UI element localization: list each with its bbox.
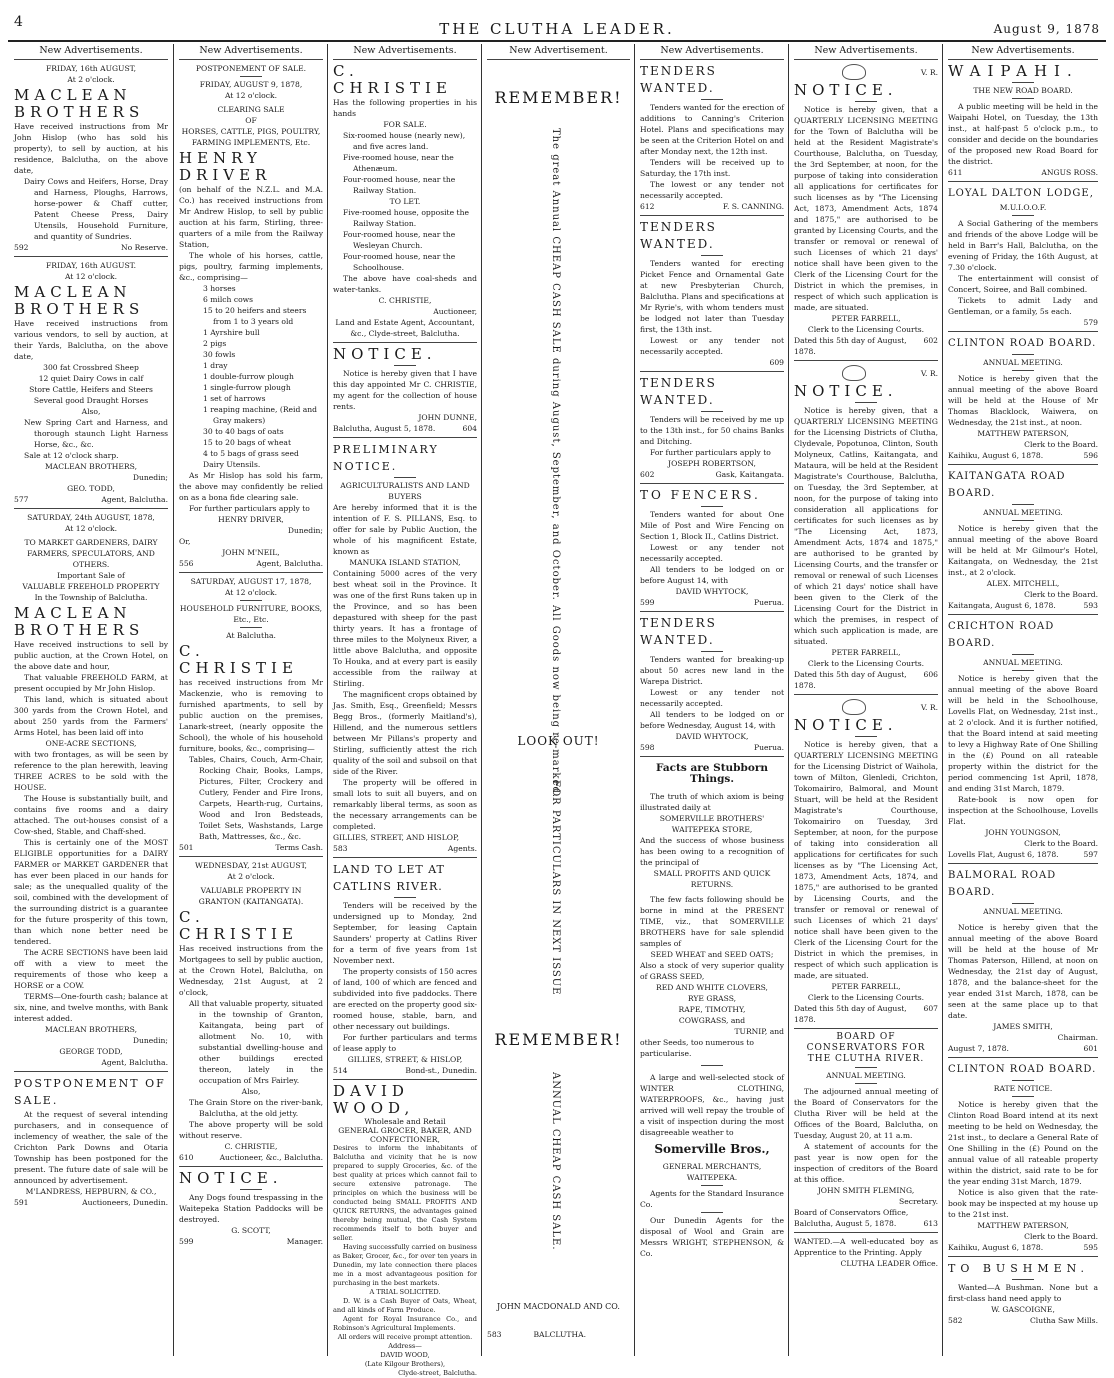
advert-number: 556 — [179, 559, 194, 568]
list-item: 1 double-furrow plough — [203, 372, 294, 381]
advert-number: 583 — [487, 1330, 502, 1339]
advert-postponement: POSTPONEMENT OF SALE. At the request of several intending purchasers, and in consequence of inclemency of weather, the sale of the Crichton Park Downs and Otaria Township has been postponed for the present. The future date of sale will be announced by advertisement. M'LANDRESS, HEPBURN, & CO., 591 Auctioneers, Dunedin. — [14, 1077, 168, 1207]
column-divider — [327, 44, 328, 1356]
advert-heading: MACLEAN BROTHERS — [14, 283, 145, 318]
advert-heading: DAVID WOOD, — [333, 1082, 415, 1117]
advert-heading: NOTICE. — [333, 345, 437, 363]
advert-christie-furniture: SATURDAY, AUGUST 17, 1878, At 12 o'clock. HOUSEHOLD FURNITURE, BOOKS, Etc., Etc. At Balclutha. C. CHRISTIE has received instructions from Mr Mackenzie, who is removing to furnished apartments, to sell by public auction on the premises, Lanark-street, (nearly opposite the School), the whole of his household furniture, books, &c., comprising— Tables, Chairs, Couch, Arm-Chair, Rocking Chair, Books, Lamps, Pictures, Filter, Crockery and Cutlery, Fender and Fire Irons, Carpets, Hearth-rug, Curtains, Wood and Iron Bedsteads, Toilet Sets, Washstands, Large Bath, Mattresses, &c., &c. 501 Terms Cash. — [179, 577, 323, 852]
vertical-text: FOR PARTICULARS IN NEXT ISSUE — [550, 780, 561, 996]
advert-heading: C. CHRISTIE — [179, 642, 298, 677]
list-item: 1 Ayrshire bull — [203, 328, 260, 337]
column-header: New Advertisement. — [487, 44, 630, 60]
advert-heading: MACLEAN BROTHERS — [14, 86, 145, 121]
advert-apprentice-wanted: WANTED.—A well-educated boy as Apprentice to the Printing. Apply CLUTHA LEADER Office. — [794, 1237, 938, 1268]
advert-canning-tenders: TENDERS WANTED. Tenders wanted for the erection of additions to Canning's Criterion Hotel. Plans and specifications may be seen at the Criterion Hotel on and after Monday next, the 12th inst. Tenders will be received up to Saturday, the 17th inst. The lowest or any tender not necessarily accepted. 612 F. S. CANNING. — [640, 64, 784, 211]
list-item: 4 to 5 bags of grass seed — [203, 449, 299, 458]
advert-number: 609 — [769, 358, 784, 367]
advert-heading: TENDERS WANTED. — [640, 220, 717, 251]
top-rule — [8, 40, 1106, 42]
advert-number: 613 — [923, 1219, 938, 1228]
column-3 — [333, 44, 477, 1377]
advert-heading: NOTICE. — [794, 716, 898, 734]
advert-number: 601 — [1083, 1044, 1098, 1053]
advert-number: 595 — [1083, 1243, 1098, 1252]
advert-number: 597 — [1083, 850, 1098, 859]
remember-heading: REMEMBER! — [494, 1030, 623, 1049]
advert-catlins-land: LAND TO LET AT CATLINS RIVER. Tenders will be received by the undersigned up to Monday, 2nd September, for leasing Captain Saunders' property at Catlins River for a term of five years from 1st November next. The property consists of 150 acres of land, 100 of which are fenced and subdivided into five paddocks. There are erected on the property good six-roomed house, stable, barn, and other necessary out buildings. For further particulars and terms of lease apply to GILLIES, STREET, & HISLOP, 514 Bond-st., Dunedin. — [333, 863, 477, 1075]
advert-kaitangata-board: KAITANGATA ROAD BOARD. ANNUAL MEETING. Notice is hereby given that the annual meeting of the above Board will be held at Mr Gilmour's Hotel, Kaitangata, on Wednesday, the 21st inst., at 2 o'clock. ALEX. MITCHELL, Clerk to the Board. Kaitangata, August 6, 1878. 593 — [948, 468, 1098, 611]
advert-bushmen: TO BUSHMEN. Wanted—A Bushman. None but a first-class hand need apply to W. GASCOIGNE, 582 Clutha Saw Mills. — [948, 1262, 1098, 1325]
advert-balmoral-board: BALMORAL ROAD BOARD. ANNUAL MEETING. Notice is hereby given that the annual meeting of the above Board will be held at the house of Mr Thomas Paterson, Hillend, at noon on Wednesday, the 21st day of August, 1878, and the balance-sheet for the year ended 31st March, 1878, can be seen at the same place up to that date. JAMES SMITH, Chairman. August 7, 1878. 601 — [948, 867, 1098, 1054]
advert-heading: POSTPONEMENT OF SALE. — [14, 1077, 166, 1107]
advert-heading: TENDERS WANTED. — [640, 64, 717, 95]
column-header: New Advertisements. — [333, 44, 477, 60]
advert-christie-properties: C. CHRISTIE Has the following properties in his hands FOR SALE. Six-roomed house (nearly new), and five acres land. Five-roomed house, near the Athenæum. Four-roomed house, near the Railway Station. TO LET. Five-roomed house, opposite the Railway Station. Four-roomed house, near the Wesleyan Church. Four-roomed house, near the Schoolhouse. The above have coal-sheds and water-tanks. C. CHRISTIE, Auctioneer, Land and Estate Agent, Accountant, &c., Clyde-street, Balclutha. — [333, 62, 477, 338]
list-item: 15 to 20 heifers and steers from 1 to 3 years old — [203, 306, 307, 326]
advert-heading: NOTICE. — [794, 382, 898, 400]
advert-heading: BALMORAL ROAD BOARD. — [948, 870, 1057, 898]
advert-clinton-rate: CLINTON ROAD BOARD. RATE NOTICE. Notice is hereby given that the Clinton Road Board intend at its next meeting to be held on Wednesday, the 21st inst., to declare a General Rate of One Shilling in the (£) Pound on the annual value of all rateable property within the district, said rate to be for the year ending 31st March, 1879. Notice is also given that the rate-book may be inspected at my house up to the 21st inst. MATTHEW PATERSON, Clerk to the Board. Kaihiku, August 6, 1878. 595 — [948, 1061, 1098, 1253]
advert-heading: POSTPONEMENT OF SALE. — [195, 64, 307, 73]
advert-heading: CRICHTON ROAD BOARD. — [948, 621, 1055, 649]
advert-heading: TENDERS WANTED. — [640, 616, 717, 647]
advert-number: 582 — [948, 1316, 963, 1325]
lookout-heading: LOOK OUT! — [517, 734, 600, 748]
advert-church-tenders: TENDERS WANTED. Tenders wanted for erecting Picket Fence and Ornamental Gate at new Presbyterian Church, Balclutha. Plans and specifications at Mr Ryrie's, with whom tenders must be lodged not later than Tuesday first, the 13th inst. Lowest or any tender not necessarily accepted. 609 — [640, 220, 784, 367]
column-header: New Advertisements. — [794, 44, 938, 60]
advert-heading: CLINTON ROAD BOARD. — [948, 1064, 1097, 1075]
advert-clinton-annual: CLINTON ROAD BOARD. ANNUAL MEETING. Notice is hereby given that the annual meeting of the above Board will be held at the House of Mr Thomas Blacklock, Waiwera, on Wednesday, the 21st inst., at noon. MATTHEW PATERSON, Clerk to the Board. Kaihiku, August 6, 1878. 596 — [948, 335, 1098, 461]
advert-number: 577 — [14, 495, 29, 504]
list-item: 30 to 40 bags of oats — [203, 427, 284, 436]
advert-heading: Facts are Stubborn Things. — [655, 762, 769, 785]
advert-number: 596 — [1083, 451, 1098, 460]
advert-waipahi: WAIPAHI. THE NEW ROAD BOARD. A public meeting will be held in the Waipahi Hotel, on Tuesday, the 13th inst., at half-past 5 o'clock p.m., to consider and decide on the boundaries of the proposed new Road Board for the district. 611 ANGUS ROSS. — [948, 62, 1098, 177]
advert-number: 599 — [640, 598, 655, 607]
advert-heading: LAND TO LET AT CATLINS RIVER. — [333, 863, 445, 893]
advert-robertson-tenders: TENDERS WANTED. Tenders will be received by me up to the 13th inst., for 50 chains Banks and Ditching. For further particulars apply to JOSEPH ROBERTSON, 602 Gask, Kaitangata. — [640, 376, 784, 479]
advert-maclean-freehold: SATURDAY, 24th AUGUST, 1878, At 12 o'clock. TO MARKET GARDENERS, DAIRY FARMERS, SPECULATORS, AND OTHERS. Important Sale of VALUABLE FREEHOLD PROPERTY In the Township of Balclutha. MACLEAN BROTHERS Have received instructions to sell by public auction, at the Crown Hotel, on the above date and hour, That valuable FREEHOLD FARM, at present occupied by Mr John Hislop. This land, which is situated about 300 yards from the Crown Hotel, and about 250 yards from the Farmers' Arms Hotel, has been laid off into ONE-ACRE SECTIONS, with two frontages, as will be seen by reference to the plan herewith, leaving THREE ACRES to be sold with the HOUSE. The House is substantially built, and contains five rooms and a dairy attached. The out-houses consist of a Cow-shed, Stable, and Chaff-shed. This is certainly one of the MOST ELIGIBLE opportunities for a DAIRY FARMER or MARKET GARDENER that has ever been placed in our hands for sale; as the unequalled quality of the soil, combined with the development of the surrounding district is a guarantee for the future prosperity of this town, than which none better need be tendered. The ACRE SECTIONS have been laid off with a view to meet the requirements of those who keep a HORSE or a COW. TERMS—One-fourth cash; balance at six, nine, and twelve months, with Bank interest added. MACLEAN BROTHERS, Dunedin; GEORGE TODD, Agent, Balclutha. — [14, 513, 168, 1067]
advert-number: 579 — [1083, 318, 1098, 327]
advert-number: 611 — [948, 168, 963, 177]
advert-warepa-tenders: TENDERS WANTED. Tenders wanted for breaking-up about 50 acres new land in the Warepa District. Lowest or any tender not necessarily accepted. All tenders to be lodged on or before Wednesday, August 14, with DAVID WHYTOCK, 598 Puerua. — [640, 616, 784, 752]
column-divider — [788, 44, 789, 1356]
advert-heading: NOTICE. — [179, 1169, 283, 1187]
column-1 — [14, 44, 168, 1356]
remember-heading: REMEMBER! — [494, 88, 623, 107]
column-7 — [948, 44, 1098, 1356]
advert-heading: C. CHRISTIE — [179, 908, 298, 943]
masthead — [0, 0, 1114, 40]
column-divider — [942, 44, 943, 1356]
item-list — [179, 283, 323, 470]
advert-christie-granton: WEDNESDAY, 21st AUGUST, At 2 o'clock. VALUABLE PROPERTY IN GRANTON (KAITANGATA). C. CHRISTIE Has received instructions from the Mortgagees to sell by public auction, at the Crown Hotel, Balclutha, on Wednesday, 21st August, at 2 o'clock, All that valuable property, situated in the township of Granton, Kaitangata, being part of allotment No. 10, with substantial dwelling-house and other buildings erected thereon, lately in the occupation of Mrs Fairley. Also, The Grain Store on the river-bank, Balclutha, at the old jetty. The above property will be sold without reserve. C. CHRISTIE, 610 Auctioneer, &c., Balclutha. — [179, 861, 323, 1162]
advert-heading: WAIPAHI. — [948, 62, 1079, 80]
advert-heading: BOARD OF CONSERVATORS FOR THE CLUTHA RIVER. — [806, 1032, 926, 1064]
advert-preliminary-notice: PRELIMINARY NOTICE. AGRICULTURALISTS AND LAND BUYERS Are hereby informed that it is the intention of F. S. PILLANS, Esq. to offer for sale by Public Auction, the whole of his magnificent Estate, known as MANUKA ISLAND STATION, Containing 5000 acres of the very best wheat soil in the Province. It was one of the first Runs taken up in the Province, and so has been depastured with sheep for the past thirty years. It has a frontage of three miles to the Molyneux River, a little above Balclutha, and opposite To Houka, and at every part is easily accessible from the railway at Stirling. The magnificent crops obtained by Jas. Smith, Esq., Greenfield; Messrs Begg Bros., (formerly Maitland's), Hillend, and the numerous settlers between Mr Pillans's property and Stirling, sufficiently attest the rich quality of the soil and subsoil on that side of the River. The property will be offered in small lots to suit all buyers, and on remarkably liberal terms, as soon as the necessary arrangements can be completed. GILLIES, STREET, AND HISLOP, 583 Agents. — [333, 443, 477, 853]
advert-number: 602 — [923, 336, 938, 345]
column-header: New Advertisements. — [948, 44, 1098, 60]
column-divider — [481, 44, 482, 1356]
advert-number: 606 — [923, 670, 938, 679]
list-item: 1 single-furrow plough — [203, 383, 291, 392]
advert-heading: KAITANGATA ROAD BOARD. — [948, 471, 1066, 499]
list-item: 1 reaping machine, (Reid and Gray makers) — [203, 405, 318, 425]
advert-licensing-clutha: V. R. NOTICE. Notice is hereby given, that a QUARTERLY LICENSING MEETING for the Licensing Districts of Clutha, Clydevale, Popotunoa, Clinton, South Molyneux, Catlins, Kaitangata, and Mataura, will be held at the Resident Magistrate's Courthouse, Balclutha, on Tuesday, the 3rd September, at noon, for the purpose of taking into consideration all applications for certificates for such licenses as by "The Licensing Act, 1873, Amendment Acts, 1874 and 1875," are authorised to be granted by Licensing Courts, and the transfer or removal or renewal of such Licenses of which 21 days' notice shall have been given to the Clerk of the Licensing Court for the District in which the premises, in respect of which such application is made, are situated. PETER FARRELL, Clerk to the Licensing Courts. Dated this 5th day of August, 1878. 606 — [794, 365, 938, 691]
advert-licensing-balclutha: V. R. NOTICE. Notice is hereby given, that a QUARTERLY LICENSING MEETING for the Town of Balclutha will be held at the Resident Magistrate's Courthouse, Balclutha, on Tuesday, the 3rd September, at noon, for the purpose of taking into consideration all applications for certificates for such licenses as by "The Licensing Act, 1873, Amendment Acts, 1874 and 1875," are authorised to be granted by Licensing Courts, and the transfer or removal or renewal of such Licenses of which 21 days' notice shall have been given to the Clerk of the Licensing Court for the District in which the premises, in respect of which such application is made, are situated. PETER FARRELL, Clerk to the Licensing Courts. Dated this 5th day of August, 1878. 602 — [794, 64, 938, 357]
advert-number: 598 — [640, 743, 655, 752]
column-2 — [179, 44, 323, 1356]
advert-number: 593 — [1083, 601, 1098, 610]
list-item: 1 dray — [203, 361, 228, 370]
advert-scott-notice: NOTICE. Any Dogs found trespassing in the Waitepeka Station Paddocks will be destroyed. G. SCOTT, 599 Manager. — [179, 1169, 323, 1246]
advert-heading: LOYAL DALTON LODGE, — [948, 188, 1094, 199]
list-item: 2 pigs — [203, 339, 227, 348]
advert-number: 607 — [923, 1004, 938, 1013]
advert-number: 583 — [333, 844, 348, 853]
paper-title: THE CLUTHA LEADER. — [439, 20, 675, 38]
advert-heading: MACLEAN BROTHERS — [14, 604, 145, 639]
advert-number: 599 — [179, 1237, 194, 1246]
advert-somerville: Facts are Stubborn Things. The truth of which axiom is being illustrated daily at SOMERVILLE BROTHERS' WAITEPEKA STORE, And the success of whose business has been owing to a recognition of the principal of SMALL PROFITS AND QUICK RETURNS. The few facts following should be borne in mind at the PRESENT TIME, viz., that SOMERVILLE BROTHERS have for sale splendid samples of SEED WHEAT and SEED OATS; Also a stock of very superior quality of GRASS SEED, RED AND WHITE CLOVERS, RYE GRASS, RAPE, TIMOTHY, COWGRASS, and TURNIP, and other Seeds, too numerous to particularise. A large and well-selected stock of WINTER CLOTHING, WATERPROOFS, &c., having just arrived will well repay the trouble of a visit of inspection during the most disagreeable weather to Somerville Bros., GENERAL MERCHANTS, WAITEPEKA. Agents for the Standard Insurance Co. Our Dunedin Agents for the disposal of Wool and Grain are Messrs WRIGHT, STEPHENSON, & Co. — [640, 762, 784, 1258]
advert-heading: NOTICE. — [794, 81, 898, 99]
advert-number: 604 — [462, 424, 477, 433]
list-item: 6 milch cows — [203, 295, 254, 304]
advert-licensing-waihola: V. R. NOTICE. Notice is hereby given, that a QUARTERLY LICENSING MEETING for the Licensing District of Waihola, town of Milton, Glenledi, Crichton, Tokomairiro, Balmoral, and Mount Stuart, will be held at the Resident Magistrate's Courthouse, Tokomairiro on Tuesday, 3rd September, at noon, for the purpose of taking into consideration all applications for certificates for such licenses as by "The Licensing Act, 1873, Amendment Acts, 1874, and 1875," are authorised to be granted by Licensing Courts, and the transfer or removal or renewal of such Licenses of which 21 days' notice shall have been given to the Clerk of the Licensing Court for the District in which the premises, in respect of which such application is made, are situated. PETER FARRELL, Clerk to the Licensing Courts. Dated this 5th day of August, 1878. 607 — [794, 699, 938, 1025]
advert-maclean-yards: FRIDAY, 16th AUGUST. At 12 o'clock. MACLEAN BROTHERS Have received instructions from various vendors, to sell by auction, at their Yards, Balclutha, on the above date, 300 fat Crossbred Sheep 12 quiet Dairy Cows in calf Store Cattle, Heifers and Steers Several good Draught Horses Also, New Spring Cart and Harness, and thorough staunch Light Harness Horse, &c., &c. Sale at 12 o'clock sharp. MACLEAN BROTHERS, Dunedin; GEO. TODD, 577 Agent, Balclutha. — [14, 261, 168, 504]
list-item: 3 horses — [203, 284, 236, 293]
advert-number: 592 — [14, 243, 29, 252]
advert-heading: PRELIMINARY NOTICE. — [333, 443, 439, 473]
advert-number: 602 — [640, 470, 655, 479]
advert-heading: CLINTON ROAD BOARD. — [948, 338, 1097, 349]
issue-date: August 9, 1878 — [993, 22, 1100, 36]
column-divider — [173, 44, 174, 1356]
column-6 — [794, 44, 938, 1356]
advert-maclean-hislop: FRIDAY, 16th AUGUST, At 2 o'clock. MACLEAN BROTHERS Have received instructions from Mr John Hislop (who has sold his property), to sell by auction, at his residence, Balclutha, on the above date, Dairy Cows and Heifers, Horse, Dray and Harness, Ploughs, Harrows, horse-power & Chaff cutter, Patent Cheese Press, Dairy Utensils, Household Furniture, and quantity of Sundries. 592 No Reserve. — [14, 64, 168, 252]
list-item: 1 set of harrows — [203, 394, 266, 403]
advert-dalton-lodge: LOYAL DALTON LODGE, M.U.I.O.O.F. A Social Gathering of the members and friends of the above Lodge will be held in Barr's Hall, Balclutha, on the evening of Friday, the 16th August, at 7.30 o'clock. The entertainment will consist of Concert, Soiree, and Ball combined. Tickets to admit Lady and Gentleman, or a family, 5s each. 579 — [948, 185, 1098, 328]
vertical-text: ANNUAL CHEAP CASH SALE. — [550, 1072, 561, 1251]
royal-crest-icon — [842, 699, 866, 715]
advert-number: 501 — [179, 843, 194, 852]
advert-number: 591 — [14, 1198, 29, 1207]
advert-conservators: BOARD OF CONSERVATORS FOR THE CLUTHA RIVER. ANNUAL MEETING. The adjourned annual meeting of the Board of Conservators for the Clutha River will be held at the Offices of the Board, Balclutha, on Tuesday, August 20, at 11 a.m. A statement of accounts for the past year is now open for the inspection of creditors of the Board at this office. JOHN SMITH FLEMING, Secretary. Board of Conservators Office, Balclutha, August 5, 1878. 613 — [794, 1032, 938, 1228]
column-header: New Advertisements. — [14, 44, 168, 60]
list-item: 30 fowls — [203, 350, 236, 359]
page-number: 4 — [14, 14, 23, 30]
column-5 — [640, 44, 784, 1356]
advert-number: 514 — [333, 1066, 348, 1075]
royal-crest-icon — [842, 365, 866, 381]
advert-david-wood: DAVID WOOD, Wholesale and Retail GENERAL GROCER, BAKER, AND CONFECTIONER, Desires to inform the inhabitants of Balclutha and vicinity that he is now prepared to supply Groceries, &c. of the best quality at prices which cannot fail to secure extensive patronage. The principles on which the business will be conducted being SMALL PROFITS AND QUICK RETURNS, the advantages gained thereby being mutual, the Cash System recommends itself to both buyer and seller. Having successfully carried on business as Baker, Grocer, &c., for over ten years in Dunedin, my late connection there places me in a most advantageous position for purchasing in the best markets. A TRIAL SOLICITED. D. W. is a Cash Buyer of Oats, Wheat, and all kinds of Farm Produce. Agent for Royal Insurance Co., and Robinson's Agricultural Implements. All orders will receive prompt attention. Address— DAVID WOOD, (Late Kilgour Brothers), Clyde-street, Balclutha. — [333, 1082, 477, 1377]
advert-heading: HENRY DRIVER — [179, 149, 272, 184]
advert-dunne-notice: NOTICE. Notice is hereby given that I have this day appointed Mr C. CHRISTIE, my agent for the collection of house rents. JOHN DUNNE, Balclutha, August 5, 1878. 604 — [333, 345, 477, 433]
royal-crest-icon — [842, 64, 866, 80]
column-header: New Advertisements. — [179, 44, 323, 60]
advert-number: 612 — [640, 202, 655, 211]
advert-henry-driver: POSTPONEMENT OF SALE. FRIDAY, AUGUST 9, 1878, At 12 o'clock. CLEARING SALE OF HORSES, CATTLE, PIGS, POULTRY, FARMING IMPLEMENTS, Etc. HENRY DRIVER (on behalf of the N.Z.L. and M.A. Co.) has received instructions from Mr Andrew Hislop, to sell by public auction at his farm, Stirling, three-quarters of a mile from the Railway Station, The whole of his horses, cattle, pigs, poultry, farming implements, &c., comprising— 3 horses 6 milch cows 15 to 20 heifers and steers from 1 to 3 years old 1 Ayrshire bull 2 pigs 30 fowls 1 dray 1 double-furrow plough 1 single-furrow plough 1 set of harrows 1 reaping machine, (Reid and Gray makers) 30 to 40 bags of oats 15 to 20 bags of wheat 4 to 5 bags of grass seed Dairy Utensils. As Mr Hislop has sold his farm, the above may confidently be relied on as a bona fide clearing sale. For further particulars apply to HENRY DRIVER, Dunedin; Or, JOHN M'NEIL, 556 Agent, Balclutha. — [179, 64, 323, 568]
advert-crichton-board: CRICHTON ROAD BOARD. ANNUAL MEETING. Notice is hereby given that the annual meeting of the above Board will be held in the Schoolhouse, Lovells Flat, on Wednesday, 21st inst., at 2 o'clock. And it is further notified, that the Board intend at said meeting to levy a Highway Rate of One Shilling in the (£) Pound on all rateable property within the district for the period commencing 1st April, 1878, and ending 31st March, 1879. Rate-book is now open for inspection at the Schoolhouse, Lovells Flat. JOHN YOUNGSON, Clerk to the Board. Lovells Flat, August 6, 1878. 597 — [948, 618, 1098, 860]
list-item: Dairy Utensils. — [203, 460, 261, 469]
advert-number: 610 — [179, 1153, 194, 1162]
list-item: 15 to 20 bags of wheat — [203, 438, 292, 447]
column-divider — [634, 44, 635, 1356]
column-header: New Advertisements. — [640, 44, 784, 60]
advert-heading: Somerville Bros., — [654, 1142, 770, 1156]
advert-fencers: TO FENCERS. Tenders wanted for about One Mile of Post and Wire Fencing on Section 1, Block II., Catlins District. Lowest or any tender not necessarily accepted. All tenders to be lodged on or before August 14, with DAVID WHYTOCK, 599 Puerua. — [640, 488, 784, 607]
advert-heading: TO FENCERS. — [640, 488, 761, 502]
advert-heading: TO BUSHMEN. — [948, 1262, 1090, 1275]
vertical-text: The great Annual CHEAP CASH SALE during August, September, and October. All Goods now being re-marked. — [550, 128, 561, 799]
advert-heading: C. CHRISTIE — [333, 62, 452, 97]
advert-heading: TENDERS WANTED. — [640, 376, 717, 407]
